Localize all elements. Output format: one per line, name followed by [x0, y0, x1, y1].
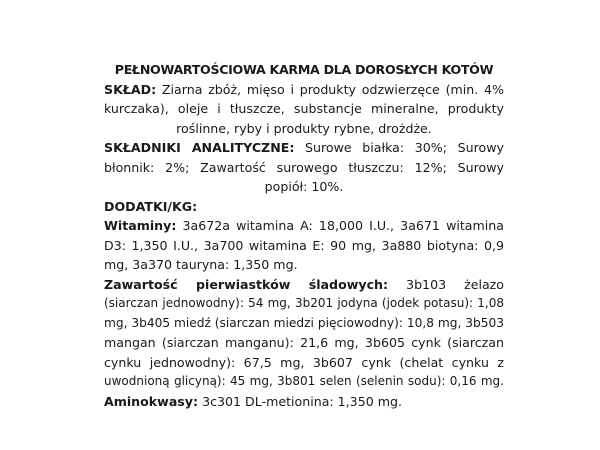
composition-line-1	[104, 80, 504, 100]
vitamins-line-2: D3: 1,350 I.U., 3a700 witamina E: 90 mg, 3a880 biotyna: 0,9	[104, 237, 504, 253]
additives-heading-text: DODATKI/KG:	[104, 198, 198, 214]
composition-line-3: roślinne, ryby i produkty rybne, drożdże.	[176, 120, 432, 136]
trace-line-6: uwodnioną glicyną): 45 mg, 3b801 selen (selenin sodu): 0,16 mg.	[104, 374, 504, 388]
analytical-line-2: błonnik: 2%; Zawartość surowego tłuszczu: 12%; Surowy	[104, 159, 504, 175]
vitamins-text-1: 3a672a witamina A: 18,000 I.U., 3a671 witamina	[176, 218, 504, 233]
analytical-line-3: popiół: 10%.	[264, 179, 344, 194]
amino-text: 3c301 DL-metionina: 1,350 mg.	[198, 393, 402, 409]
trace-line-1	[104, 275, 504, 295]
trace-heading: Zawartość pierwiastków śladowych:	[104, 276, 389, 292]
amino-heading: Aminokwasy:	[104, 393, 199, 409]
additives-heading	[104, 197, 504, 217]
analytical-text-1: Surowe białka: 30%; Surowy	[294, 140, 504, 155]
trace-text-1: 3b103 żelazo	[388, 276, 504, 292]
product-title: PEŁNOWARTOŚCIOWA KARMA DLA DOROSŁYCH KOTÓW	[114, 62, 494, 77]
trace-line-2: (siarczan jednowodny): 54 mg, 3b201 jodyna (jodek potasu): 1,08	[104, 296, 504, 310]
vitamins-line-1	[104, 216, 504, 236]
composition-text-1: Ziarna zbóż, mięso i produkty odzwierzęce (min. 4%	[156, 81, 504, 97]
analytical-line-1	[104, 138, 504, 158]
vitamins-line-3: mg, 3a370 tauryna: 1,350 mg.	[104, 257, 298, 272]
analytical-heading: SKŁADNIKI ANALITYCZNE:	[104, 140, 295, 155]
trace-line-3: mg, 3b405 miedź (siarczan miedzi pięciowodny): 10,8 mg, 3b503	[104, 315, 504, 330]
vitamins-heading: Witaminy:	[104, 218, 177, 233]
amino-line	[104, 392, 504, 412]
trace-line-4: mangan (siarczan manganu): 21,6 mg, 3b605 cynk (siarczan	[104, 335, 504, 350]
composition-heading: SKŁAD:	[104, 81, 157, 97]
trace-line-5: cynku jednowodny): 67,5 mg, 3b607 cynk (chelat cynku z	[104, 354, 504, 370]
composition-line-2: kurczaka), oleje i tłuszcze, substancje mineralne, produkty	[104, 101, 504, 116]
feed-label	[104, 60, 504, 411]
